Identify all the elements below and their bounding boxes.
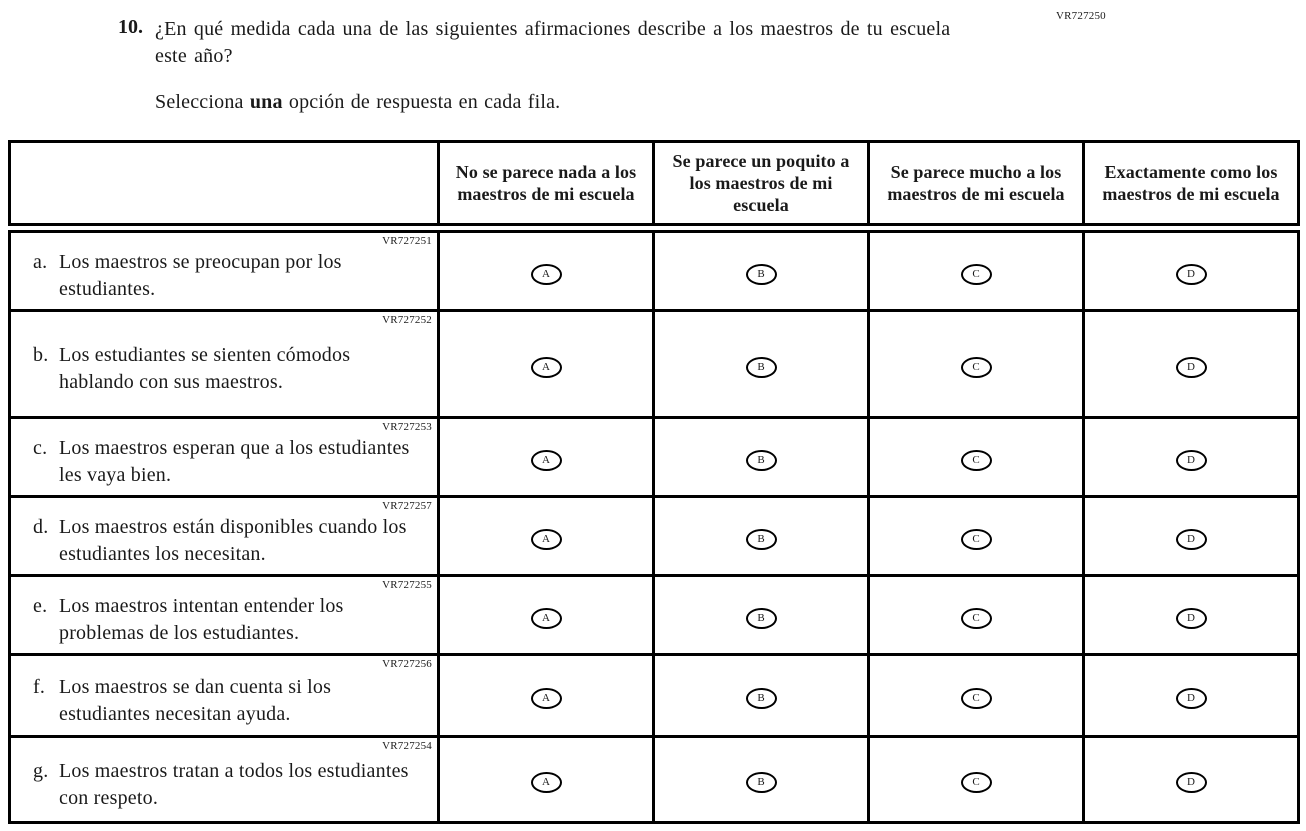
option-cell	[439, 418, 654, 497]
option-cell	[439, 737, 654, 823]
radio-option-d[interactable]	[1176, 264, 1207, 285]
item-letter: g.	[33, 759, 49, 782]
radio-option-d[interactable]	[1176, 688, 1207, 709]
option-cell	[1084, 418, 1299, 497]
statement-row-c	[10, 418, 1299, 497]
question-block	[118, 16, 970, 114]
radio-letter: A	[542, 532, 550, 545]
radio-option-c[interactable]	[961, 529, 992, 550]
statement-row-e	[10, 576, 1299, 655]
radio-option-a[interactable]	[531, 357, 562, 378]
radio-letter: D	[1187, 360, 1195, 373]
instruction-post: opción de respuesta en cada fila.	[282, 91, 561, 113]
option-cell	[1084, 311, 1299, 418]
instruction-pre: Selecciona	[155, 91, 250, 113]
item-code: VR727257	[382, 500, 432, 512]
option-cell	[654, 497, 869, 576]
statement-row-f	[10, 655, 1299, 737]
item-letter: d.	[33, 516, 49, 538]
statement-text: Los estudiantes se sienten cómodos hablando con sus maestros.	[59, 344, 351, 393]
option-cell	[654, 655, 869, 737]
radio-option-d[interactable]	[1176, 529, 1207, 550]
radio-option-a[interactable]	[531, 264, 562, 285]
radio-letter: A	[542, 692, 550, 704]
radio-letter: C	[972, 532, 980, 545]
radio-option-c[interactable]	[961, 772, 992, 793]
radio-option-d[interactable]	[1176, 608, 1207, 629]
question-form-code: VR727250	[1056, 10, 1106, 22]
radio-letter: A	[542, 453, 550, 466]
radio-option-b[interactable]	[746, 529, 777, 550]
radio-option-a[interactable]	[531, 608, 562, 629]
radio-letter: D	[1187, 611, 1195, 624]
radio-letter: B	[757, 453, 765, 466]
option-cell	[869, 497, 1084, 576]
statement-cell	[10, 228, 439, 311]
radio-letter: D	[1187, 776, 1195, 788]
item-letter: f.	[33, 675, 46, 698]
statement-cell	[10, 497, 439, 576]
column-header-poquito: Se parece un poquito a los maestros de mi escuela	[654, 142, 869, 229]
radio-option-c[interactable]	[961, 357, 992, 378]
option-cell	[439, 497, 654, 576]
statement-cell	[10, 418, 439, 497]
option-cell	[1084, 655, 1299, 737]
statement-cell	[10, 655, 439, 737]
radio-letter: D	[1187, 267, 1195, 280]
radio-option-d[interactable]	[1176, 357, 1207, 378]
radio-option-a[interactable]	[531, 772, 562, 793]
option-cell	[439, 311, 654, 418]
radio-option-b[interactable]	[746, 772, 777, 793]
radio-letter: D	[1187, 532, 1195, 545]
radio-letter: B	[757, 360, 765, 373]
statement-row-a	[10, 228, 1299, 311]
option-cell	[654, 228, 869, 311]
radio-option-a[interactable]	[531, 529, 562, 550]
statement-text: Los maestros se dan cuenta si los estudiantes necesitan ayuda.	[59, 675, 332, 725]
instruction-bold: una	[249, 91, 283, 113]
option-cell	[654, 418, 869, 497]
radio-option-c[interactable]	[961, 264, 992, 285]
header-row	[10, 142, 1299, 229]
option-cell	[654, 311, 869, 418]
statement-cell	[10, 311, 439, 418]
radio-letter: B	[757, 532, 765, 545]
statement-cell	[10, 576, 439, 655]
statement-cell	[10, 737, 439, 823]
radio-letter: B	[757, 776, 765, 788]
radio-option-d[interactable]	[1176, 450, 1207, 471]
header-statement-empty	[10, 142, 439, 229]
radio-letter: B	[757, 692, 765, 704]
item-code: VR727253	[382, 421, 432, 433]
radio-letter: A	[542, 360, 550, 373]
question-number: 10.	[118, 16, 143, 38]
radio-letter: C	[972, 776, 980, 788]
question-text: ¿En qué medida cada una de las siguientes afirmaciones describe a los maestros de tu escuela este año?	[155, 18, 951, 67]
option-cell	[439, 655, 654, 737]
radio-option-b[interactable]	[746, 357, 777, 378]
option-cell	[869, 737, 1084, 823]
statement-text: Los maestros tratan a todos los estudiantes con respeto.	[59, 759, 409, 809]
radio-option-a[interactable]	[531, 688, 562, 709]
option-cell	[1084, 497, 1299, 576]
statement-row-g	[10, 737, 1299, 823]
item-letter: e.	[33, 595, 48, 617]
radio-letter: C	[972, 692, 980, 704]
item-code: VR727251	[382, 235, 432, 247]
radio-letter: D	[1187, 692, 1195, 704]
statement-text: Los maestros se preocupan por los estudiantes.	[59, 251, 342, 300]
option-cell	[654, 576, 869, 655]
item-letter: a.	[33, 251, 48, 273]
item-code: VR727254	[382, 740, 432, 752]
option-cell	[869, 311, 1084, 418]
radio-letter: C	[972, 360, 980, 373]
option-cell	[1084, 576, 1299, 655]
option-cell	[439, 228, 654, 311]
radio-letter: A	[542, 267, 550, 280]
radio-letter: B	[757, 611, 765, 624]
radio-letter: C	[972, 611, 980, 624]
radio-letter: D	[1187, 453, 1195, 466]
statement-text: Los maestros intentan entender los problemas de los estudiantes.	[59, 595, 344, 644]
radio-option-b[interactable]	[746, 688, 777, 709]
option-cell	[654, 737, 869, 823]
column-header-nada: No se parece nada a los maestros de mi escuela	[439, 142, 654, 229]
column-header-exactamente: Exactamente como los maestros de mi escuela	[1084, 142, 1299, 229]
option-cell	[869, 418, 1084, 497]
radio-option-b[interactable]	[746, 264, 777, 285]
radio-option-c[interactable]	[961, 450, 992, 471]
radio-letter: C	[972, 453, 980, 466]
option-cell	[439, 576, 654, 655]
column-header-mucho: Se parece mucho a los maestros de mi escuela	[869, 142, 1084, 229]
radio-option-b[interactable]	[746, 608, 777, 629]
statement-row-d	[10, 497, 1299, 576]
statement-row-b	[10, 311, 1299, 418]
option-cell	[869, 228, 1084, 311]
item-code: VR727252	[382, 314, 432, 326]
option-cell	[1084, 737, 1299, 823]
radio-letter: C	[972, 267, 980, 280]
radio-letter: A	[542, 776, 550, 788]
radio-letter: A	[542, 611, 550, 624]
radio-option-d[interactable]	[1176, 772, 1207, 793]
statement-text: Los maestros están disponibles cuando los estudiantes los necesitan.	[59, 516, 407, 565]
item-letter: c.	[33, 437, 48, 459]
radio-option-c[interactable]	[961, 688, 992, 709]
item-letter: b.	[33, 344, 49, 366]
statement-text: Los maestros esperan que a los estudiantes les vaya bien.	[59, 437, 410, 486]
response-matrix-table	[8, 140, 1300, 824]
option-cell	[869, 655, 1084, 737]
radio-letter: B	[757, 267, 765, 280]
radio-option-a[interactable]	[531, 450, 562, 471]
question-instruction	[155, 91, 970, 114]
item-code: VR727255	[382, 579, 432, 591]
radio-option-c[interactable]	[961, 608, 992, 629]
option-cell	[1084, 228, 1299, 311]
item-code: VR727256	[382, 658, 432, 670]
option-cell	[869, 576, 1084, 655]
radio-option-b[interactable]	[746, 450, 777, 471]
